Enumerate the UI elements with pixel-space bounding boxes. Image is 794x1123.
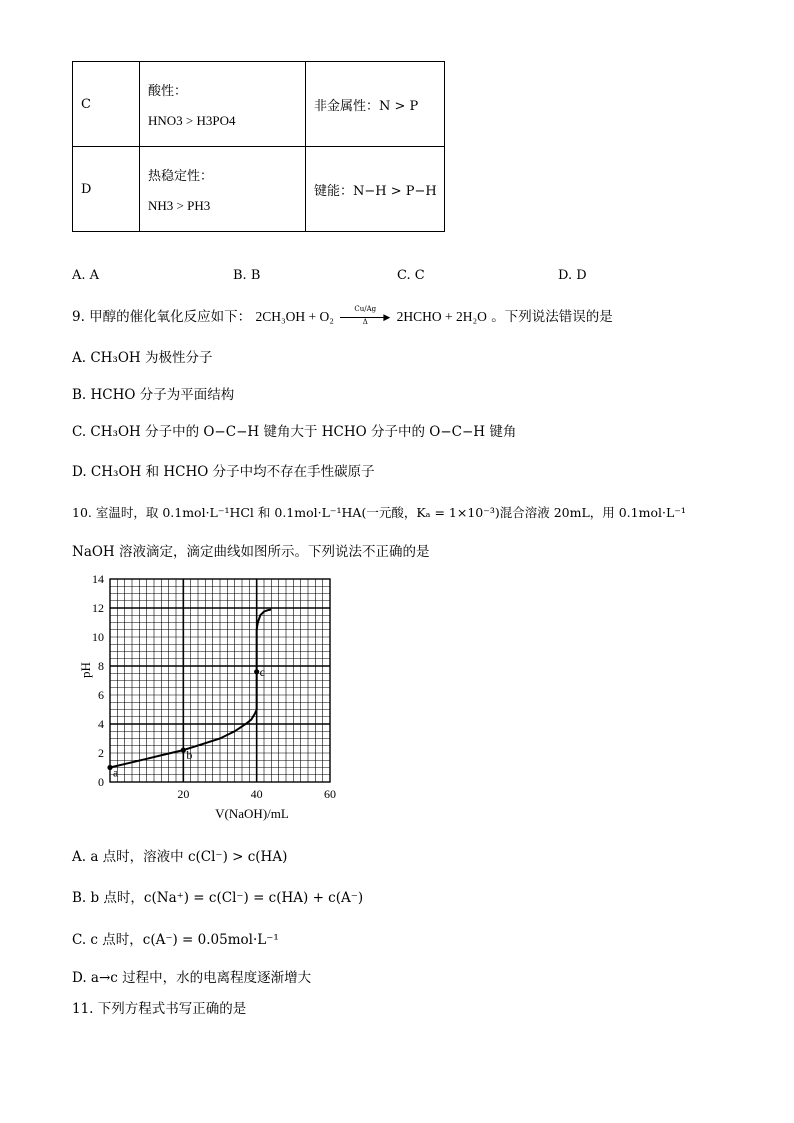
arrow-head-icon: ▶ [383, 312, 391, 323]
y-tick-label: 4 [98, 717, 104, 731]
point-a-label: a [113, 765, 119, 780]
row-reason: 非金属性：N > P [306, 62, 445, 147]
point-b-label: b [186, 748, 193, 763]
row-property-cell [140, 147, 306, 232]
q8-choice-a[interactable]: A. A [72, 268, 100, 283]
row-expression: HNO3 > H3PO4 [148, 112, 236, 128]
point-c-marker [254, 669, 259, 674]
x-tick-label: 60 [324, 787, 336, 801]
q8-choice-c[interactable]: C. C [397, 268, 425, 283]
chart-ticks [92, 572, 336, 801]
reaction-arrow [340, 304, 391, 326]
q9-equation-right: 2HCHO + 2H₂O [396, 309, 487, 324]
q10-stem-line2: NaOH 溶液滴定，滴定曲线如图所示。下列说法不正确的是 [72, 544, 430, 560]
q9-catalyst: Cu/Ag [354, 304, 377, 313]
q8-choice-d[interactable]: D. D [558, 268, 587, 283]
q8-choice-b[interactable]: B. B [233, 268, 261, 283]
x-axis-label: V(NaOH)/mL [215, 806, 289, 821]
q9-option-a[interactable]: A. CH₃OH 为极性分子 [72, 350, 213, 366]
row-property-cell [140, 62, 306, 147]
q9-option-c[interactable]: C. CH₃OH 分子中的 O−C−H 键角大于 HCHO 分子中的 O−C−H 键角 [72, 424, 517, 440]
q10-option-b[interactable]: B. b 点时，c(Na⁺) = c(Cl⁻) = c(HA) + c(A⁻) [72, 890, 364, 906]
y-tick-label: 8 [98, 659, 104, 673]
x-tick-label: 40 [250, 787, 263, 801]
q9-option-d[interactable]: D. CH₃OH 和 HCHO 分子中均不存在手性碳原子 [72, 464, 375, 480]
q9-stem [72, 305, 613, 325]
row-reason: 键能：N−H > P−H [306, 147, 445, 232]
q10-stem-line1: 10. 室温时，取 0.1mol·L⁻¹HCl 和 0.1mol·L⁻¹HA(一元酸，Kₐ = 1×10⁻³)混合溶液 20mL，用 0.1mol·L⁻¹ [72, 505, 686, 520]
row-property: 酸性： [148, 83, 188, 99]
row-property: 热稳定性： [148, 168, 214, 184]
x-tick-label: 20 [177, 787, 190, 801]
y-tick-label: 0 [98, 775, 104, 789]
q9-option-b[interactable]: B. HCHO 分子为平面结构 [72, 387, 235, 403]
point-b-marker [181, 748, 186, 753]
q9-equation-left: 2CH₃OH + O₂ [255, 309, 334, 324]
point-c-label: c [259, 664, 265, 679]
y-tick-label: 14 [92, 572, 104, 586]
q11-stem: 11. 下列方程式书写正确的是 [72, 1001, 247, 1017]
row-label: C [73, 62, 140, 147]
point-a-marker [107, 765, 112, 770]
q10-option-a[interactable]: A. a 点时，溶液中 c(Cl⁻) > c(HA) [72, 849, 288, 865]
y-tick-label: 12 [92, 601, 104, 615]
q9-stem-prefix: 9. 甲醇的催化氧化反应如下： [72, 309, 252, 325]
row-label: D [73, 147, 140, 232]
table-row [73, 147, 445, 232]
y-tick-label: 2 [98, 746, 104, 760]
q9-stem-suffix: 。下列说法错误的是 [491, 309, 613, 325]
table-row [73, 62, 445, 147]
chart-grid [110, 579, 330, 782]
row-expression: NH3 > PH3 [148, 197, 211, 213]
y-tick-label: 6 [98, 688, 104, 702]
y-tick-label: 10 [92, 630, 104, 644]
y-axis-label: pH [78, 662, 93, 678]
q9-condition: Δ [362, 317, 368, 326]
option-table [72, 61, 445, 232]
titration-chart [80, 570, 350, 825]
q10-option-c[interactable]: C. c 点时，c(A⁻) = 0.05mol·L⁻¹ [72, 932, 279, 948]
q10-option-d[interactable]: D. a→c 过程中，水的电离程度逐渐增大 [72, 970, 312, 986]
